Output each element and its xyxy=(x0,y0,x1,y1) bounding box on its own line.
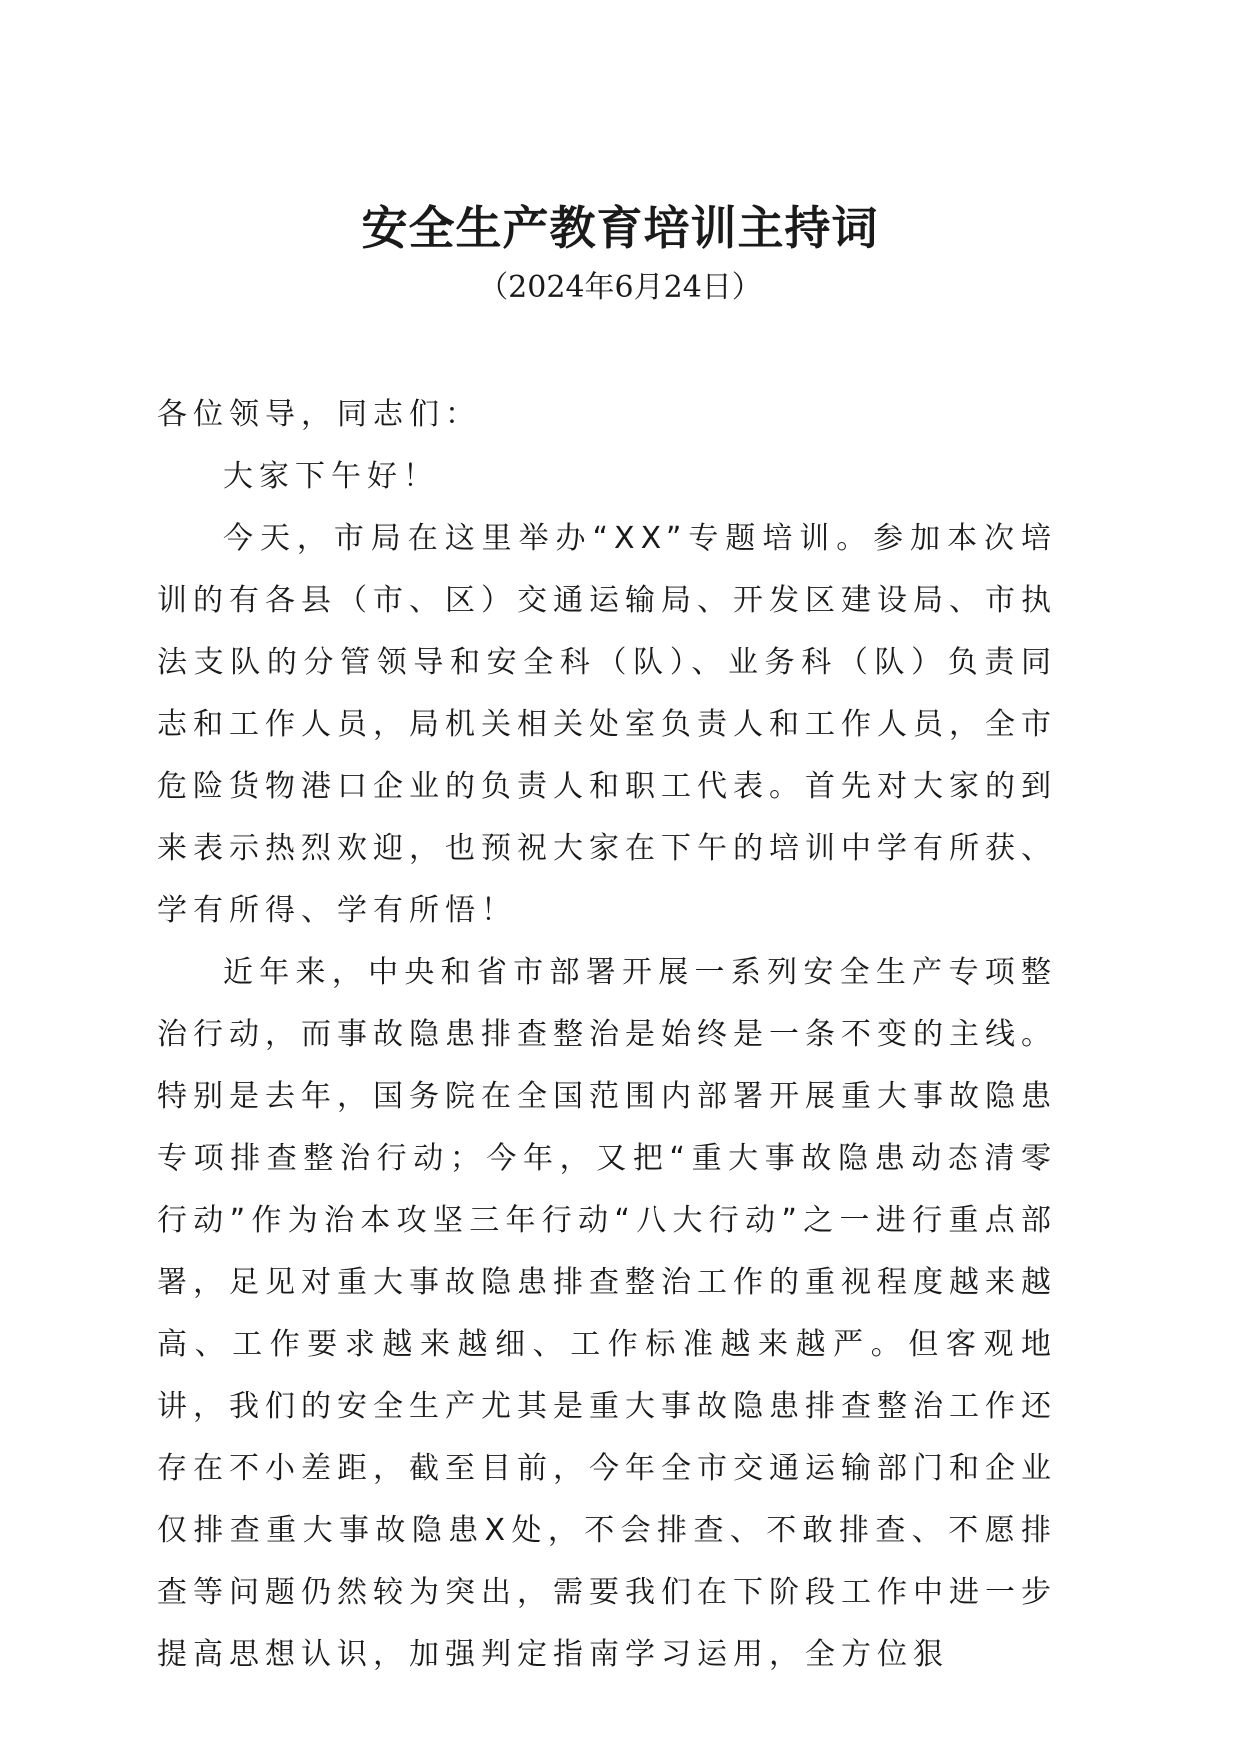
document-date: （2024年6月24日） xyxy=(478,270,762,305)
document-title: 安全生产教育培训主持词 xyxy=(361,201,879,255)
document-body xyxy=(157,384,1057,1686)
salutation: 各位领导，同志们： xyxy=(157,397,481,432)
paragraph-greeting: 大家下午好！ xyxy=(223,459,439,494)
paragraph-introduction: 今天，市局在这里举办“XX”专题培训。参加本次培训的有各县（市、区）交通运输局、开发区建设局、市执法支队的分管领导和安全科（队）、业务科（队）负责同志和工作人员，局机关相关处室负责人和工作人员，全市危险货物港口企业的负责人和职工代表。首先对大家的到来表示热烈欢迎，也预祝大家在下午的培训中学有所获、学有所得、学有所悟！ xyxy=(157,521,1057,928)
paragraph-background: 近年来，中央和省市部署开展一系列安全生产专项整治行动，而事故隐患排查整治是始终是一条不变的主线。特别是去年，国务院在全国范围内部署开展重大事故隐患专项排查整治行动；今年，又把“重大事故隐患动态清零行动”作为治本攻坚三年行动“八大行动”之一进行重点部署，足见对重大事故隐患排查整治工作的重视程度越来越高、工作要求越来越细、工作标准越来越严。但客观地讲，我们的安全生产尤其是重大事故隐患排查整治工作还存在不小差距，截至目前，今年全市交通运输部门和企业仅排查重大事故隐患X处，不会排查、不敢排查、不愿排查等问题仍然较为突出，需要我们在下阶段工作中进一步提高思想认识，加强判定指南学习运用，全方位狠 xyxy=(157,955,1057,1672)
